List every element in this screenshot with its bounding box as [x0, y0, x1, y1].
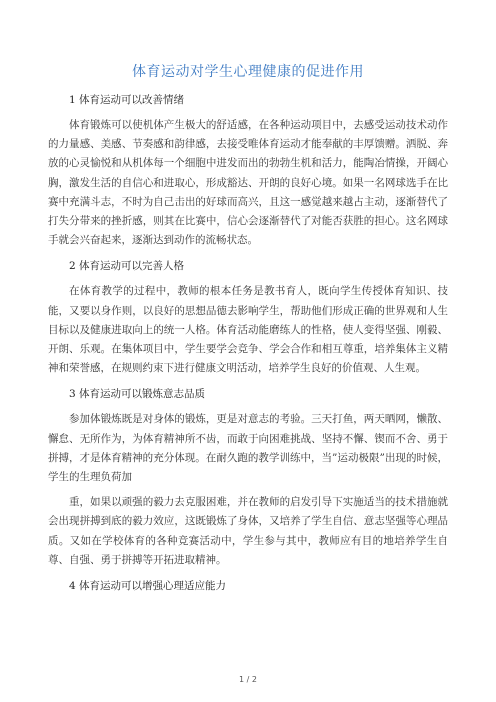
section-1-heading: 1 体育运动可以改善情绪	[69, 94, 185, 106]
section-3-paragraph-2: 重，如果以顽强的毅力去克服困难，并在教师的启发引导下实施适当的技术措施就会出现拼搏到底的毅力效应，这既锻炼了身体，又培养了学生自信、意志坚强等心理品质。又如在学校体育的各种竞赛活动中，学生参与其中，教师应有目的地培养学生自尊、自强、勇于拼搏等开拓进取精神。	[48, 496, 448, 566]
section-2-heading: 2 体育运动可以完善人格	[69, 260, 185, 273]
document-title: 体育运动对学生心理健康的促进作用	[132, 64, 364, 80]
section-3-paragraph-1: 参加体锻炼既是对身体的锻炼，更是对意志的考验。三天打鱼，两天晒网，懒散、懈怠、无所作为，为体育精神所不齿，而敢于向困难挑战、坚持不懈、锲而不舍、勇于拼搏，才是体育精神的充分体现。在耐久跑的教学训练中，当”运动极限”出现的时候，学生的生理负荷加	[48, 413, 448, 484]
section-3-heading: 3 体育运动可以锻炼意志品质	[69, 388, 206, 401]
page-number: 1 / 2	[239, 675, 257, 684]
document-body	[48, 90, 448, 602]
section-2-paragraph-1: 在体育教学的过程中，教师的根本任务是教书育人，既向学生传授体育知识、技能，又要以身作则，以良好的思想品德去影响学生，帮助他们形成正确的世界观和人生目标以及健康进取向上的统一人格。体育活动能磨练人的性格，使人变得坚强、刚毅、开朗、乐观。在集体项目中，学生要学会竞争、学会合作和相互尊重，培养集体主义精神和荣誉感，在规则约束下进行健康文明活动，培养学生良好的价值观、人生观。	[48, 285, 448, 375]
section-1-paragraph-1: 体育锻炼可以使机体产生极大的舒适感，在各种运动项目中，去感受运动技术动作的力量感、美感、节奏感和韵律感，去接受唯体育运动才能奉献的丰厚馈赠。洒脱、奔放的心灵愉悦和从机体每一个细胞中进发而出的勃勃生机和活力，能陶冶情操，开阔心胸，激发生活的自信心和进取心，形成豁达、开朗的良好心境。如果一名网球选手在比赛中充满斗志，不时为自己击出的好球而高兴，且这一感觉越来越占主动，逐渐替代了打失分带来的挫折感，则其在比赛中，信心会逐渐替代了对能否获胜的担心。这名网球手就会兴奋起来，逐渐达到动作的流畅状态。	[48, 119, 448, 247]
section-4-heading: 4 体育运动可以增强心理适应能力	[69, 580, 227, 593]
